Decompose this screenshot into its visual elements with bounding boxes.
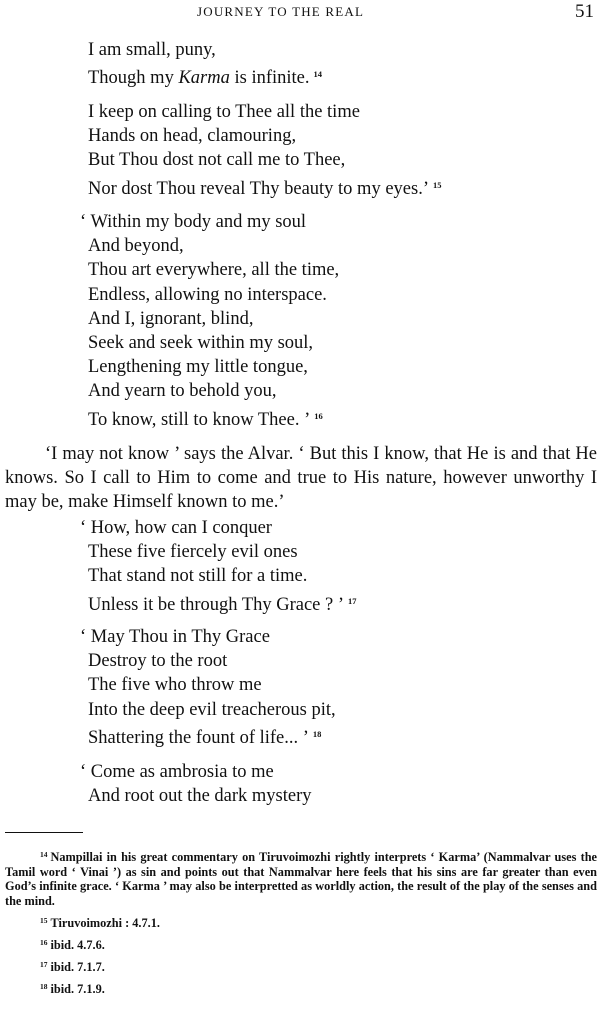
running-head: JOURNEY TO THE REAL [197,4,365,19]
verse-line: Endless, allowing no interspace. [88,284,327,305]
footnote-rule [5,832,83,833]
verse-line: That stand not still for a time. [88,566,308,587]
verse-line: ‘ Within my body and my soul [80,212,307,232]
verse-line: ‘ Come as ambrosia to me [80,762,274,782]
verse-line: ‘ How, how can I conquer [80,518,272,538]
stanza-4 [80,516,580,617]
verse-line: These five fiercely evil ones [88,542,298,563]
footnote-14: $^{14}$ Nampillai in his great commentary on Tiruvoimozhi rightly interprets ‘ Karma’ (Nammalvar uses the Tamil word ‘ Vinai ’) as sin and points out that Nammalvar here feels that his sins are far greater than even God’s infinite grace. ‘ Karma ’ may also be interpretted as worldly action, the result of the play of the senses and the mind. [5,850,597,908]
verse-line: And beyond, [88,236,184,257]
footnote-ref: 16 [314,410,323,421]
footnote-16: $^{16}$ ibid. 4.7.6. [40,938,105,952]
verse-line: To know, still to know Thee. ’ $^{16}$ [88,409,323,430]
page-header [0,2,600,24]
verse-line: But Thou dost not call me to Thee, [88,150,346,171]
footnote-15: $^{15}$ Tiruvoimozhi : 4.7.1. [40,916,160,930]
italic-term: Karma [178,68,230,89]
verse-line: And root out the dark mystery [88,786,312,807]
verse-line: Nor dost Thou reveal Thy beauty to my eyes.’ $^{15}$ [88,178,442,199]
verse-line: Hands on head, clamouring, [88,126,297,147]
verse-line: The five who throw me [88,675,262,696]
footnote-number: 15 [40,916,48,925]
stanza-1 [88,38,588,90]
footnote-number: 14 [40,850,48,859]
verse-line: Seek and seek within my soul, [88,333,314,354]
footnote-17: $^{17}$ ibid. 7.1.7. [40,960,105,974]
footnote-18: $^{18}$ ibid. 7.1.9. [40,982,105,996]
stanza-5 [80,625,580,750]
prose-paragraph: ‘I may not know ’ says the Alvar. ‘ But this I know, that He is and that He knows. So I call to Him to come and true to His nature, however unworthy I may be, make Himself known to me.’ [5,444,597,513]
verse-line: Thou art everywhere, all the time, [88,260,340,281]
verse-line: And I, ignorant, blind, [88,308,254,329]
verse-line: Lengthening my little tongue, [88,357,308,378]
verse-line: And yearn to behold you, [88,381,277,402]
verse-line: I keep on calling to Thee all the time [88,102,360,122]
verse-line: ‘ May Thou in Thy Grace [80,627,270,647]
footnote-number: 17 [40,960,48,969]
footnote-number: 16 [40,938,48,947]
footnote-ref: 17 [348,595,357,606]
verse-line: I am small, puny, [88,40,216,60]
stanza-2 [88,100,588,201]
verse-line: Destroy to the root [88,651,228,672]
footnote-ref: 15 [432,179,442,190]
verse-line: Shattering the fount of life... ’ $^{18}$ [88,727,322,748]
stanza-6 [80,760,580,808]
footnote-ref: 14 [313,69,323,80]
footnote-number: 18 [40,982,48,991]
footnote-ref: 18 [312,728,322,739]
page-number: 51 [575,1,594,22]
verse-line: Though my Karma is infinite. $^{14}$ [88,68,323,89]
stanza-3 [80,210,580,432]
verse-line: Unless it be through Thy Grace ? ’ $^{17}$ [88,594,357,615]
verse-line: Into the deep evil treacherous pit, [88,699,336,720]
